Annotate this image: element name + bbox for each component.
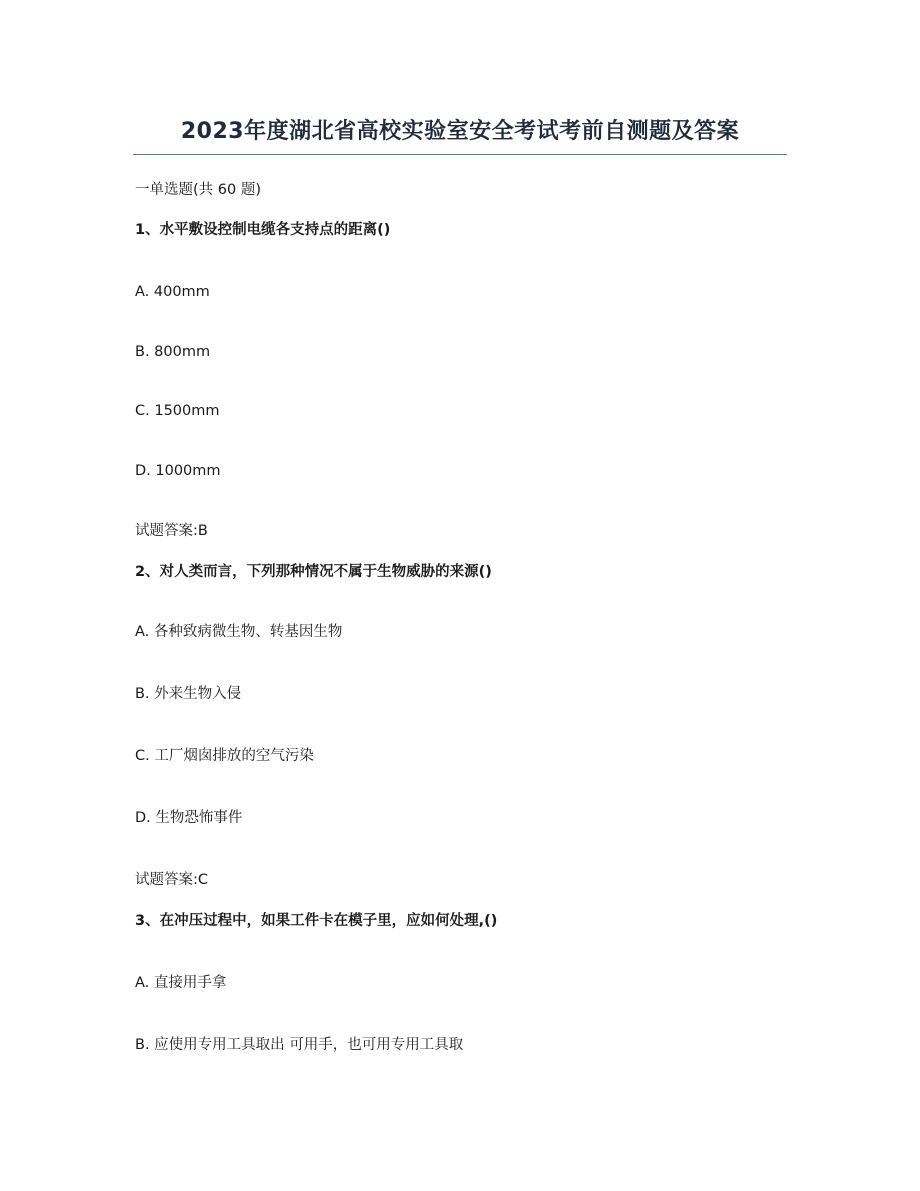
question-2-stem: 2、对人类而言，下列那种情况不属于生物威胁的来源() bbox=[135, 564, 492, 580]
document-title: 2023年度湖北省高校实验室安全考试考前自测题及答案 bbox=[180, 119, 740, 144]
question-1-option-a: A. 400mm bbox=[135, 284, 210, 300]
question-1-answer: 试题答案:B bbox=[135, 523, 208, 539]
question-1-option-c: C. 1500mm bbox=[135, 403, 220, 419]
question-3-option-b: B. 应使用专用工具取出 可用手，也可用专用工具取 bbox=[135, 1037, 464, 1053]
question-1-option-b: B. 800mm bbox=[135, 344, 211, 360]
question-1-option-d: D. 1000mm bbox=[135, 463, 221, 479]
section-heading: 一单选题(共 60 题) bbox=[135, 182, 261, 198]
title-divider bbox=[133, 154, 787, 155]
question-3-stem: 3、在冲压过程中，如果工件卡在模子里，应如何处理,() bbox=[135, 913, 498, 929]
question-3-option-a: A. 直接用手拿 bbox=[135, 975, 227, 991]
question-1-stem: 1、水平敷设控制电缆各支持点的距离() bbox=[135, 222, 391, 238]
question-2-option-a: A. 各种致病微生物、转基因生物 bbox=[135, 624, 343, 640]
question-2-option-d: D. 生物恐怖事件 bbox=[135, 810, 243, 826]
question-2-option-b: B. 外来生物入侵 bbox=[135, 686, 242, 702]
question-2-option-c: C. 工厂烟囱排放的空气污染 bbox=[135, 748, 314, 764]
question-2-answer: 试题答案:C bbox=[135, 872, 209, 888]
